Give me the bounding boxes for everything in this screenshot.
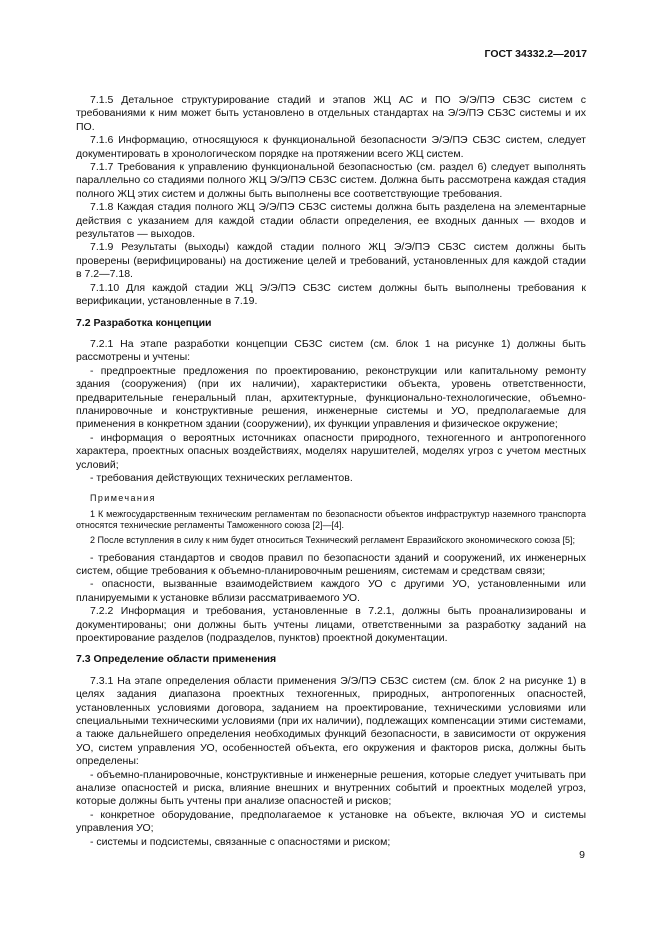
body-paragraph: 7.1.5 Детальное структурирование стадий и этапов ЖЦ АС и ПО Э/Э/ПЭ СБЗС систем с требованиями к ним может быть установлено в отдельных стандартах на Э/Э/ПЭ СБЗС системы и их ПО.: [76, 94, 586, 133]
body-paragraph: 7.1.9 Результаты (выходы) каждой стадии полного ЖЦ Э/Э/ПЭ СБЗС систем должны быть проверены (верифицированы) на достижение целей и требований, установленных для каждой стадии в 7.2—7.18.: [76, 241, 586, 281]
body-paragraph: - предпроектные предложения по проектированию, реконструкции или капитальному ремонту здания (сооружения) (при их наличии), характеристики объекта, уровень ответственности, предварительные генеральный план, архитектурные, функционально-технологические, объемно-планировочные и конструктивные решения, инженерные системы и УО, предполагаемые для применения в конкретном здании (сооружении), их функции управления и физическое окружение;: [76, 364, 586, 431]
body-paragraph: 7.3.1 На этапе определения области применения Э/Э/ПЭ СБЗС систем (см. блок 2 на рисунке 1) в целях задания диапазона проектных техногенных, природных, антропогенных опасностей, установленных условиями договора, заданием на проектирование, техническими условиями или специальными техническими условиями (при их наличии), подлежащих компенсации этими системами, а также дальнейшего определения необходимых функций безопасности, в зависимости от окружения УО, систем управления УО, особенностей объекта, его окружения и факторов риска, должны быть определены:: [76, 674, 586, 768]
section-heading: 7.3 Определение области применения: [76, 653, 277, 666]
body-paragraph: - требования действующих технических регламентов.: [90, 471, 353, 484]
body-paragraph: 7.1.6 Информацию, относящуюся к функциональной безопасности Э/Э/ПЭ СБЗС систем, следует документировать в хронологическом порядке на протяжении всего ЖЦ систем.: [76, 134, 586, 160]
body-paragraph: - информация о вероятных источниках опасности природного, техногенного и антропогенного характера, проектных опасных воздействиях, моделях нарушителей, моделях угроз с учетом местных условий;: [76, 431, 586, 471]
page-number: 9: [579, 849, 585, 861]
body-paragraph: - требования стандартов и сводов правил по безопасности зданий и сооружений, их инженерных систем, общие требования к объемно-планировочным решениям, системам и средствам связи;: [76, 551, 586, 577]
notes-title: Примечания: [90, 493, 156, 504]
body-paragraph: 7.2.2 Информация и требования, установленные в 7.2.1, должны быть проанализированы и документированы; они должны быть учтены лицами, ответственными за разработку заданий на проектирование разделов (подразделов, пунктов) проектной документации.: [76, 605, 586, 644]
body-paragraph: - системы и подсистемы, связанные с опасностями и риском;: [90, 835, 391, 848]
body-paragraph: - опасности, вызванные взаимодействием каждого УО с другими УО, установленными или планируемыми к установке вблизи рассматриваемого УО.: [76, 578, 586, 604]
body-paragraph: - объемно-планировочные, конструктивные и инженерные решения, которые следует учитывать при анализе опасностей и риска, влияние внешних и внутренних событий и проектных моделей угроз, которые должны быть учтены при анализе опасностей и рисков;: [76, 768, 586, 808]
section-heading: 7.2 Разработка концепции: [76, 316, 212, 329]
body-paragraph: - конкретное оборудование, предполагаемое к установке на объекте, включая УО и системы управления УО;: [76, 808, 586, 835]
document-body: [76, 94, 586, 849]
note-item: 2 После вступления в силу к ним будет относиться Технический регламент Евразийского экономического союза [5];: [90, 534, 575, 545]
body-paragraph: 7.1.8 Каждая стадия полного ЖЦ Э/Э/ПЭ СБЗС системы должна быть разделена на элементарные действия с указанием для каждой стадии области определения, ее входных данных — входов и результатов — выходов.: [76, 201, 586, 241]
note-item: 1 К межгосударственным техническим регламентам по безопасности объектов инфраструктур наземного транспорта относятся технические регламенты Таможенного союза [2]—[4].: [76, 508, 586, 531]
document-header: ГОСТ 34332.2—2017: [484, 48, 587, 60]
body-paragraph: 7.1.10 Для каждой стадии ЖЦ Э/Э/ПЭ СБЗС систем должны быть выполнены требования к верификации, установленные в 7.19.: [76, 281, 586, 308]
body-paragraph: 7.1.7 Требования к управлению функциональной безопасностью (см. раздел 6) следует выполнять параллельно со стадиями полного ЖЦ Э/Э/ПЭ СБЗС систем. Должна быть рассмотрена каждая стадия полного ЖЦ этих систем и должны быть выполнены все соответствующие требования.: [76, 161, 586, 200]
body-paragraph: 7.2.1 На этапе разработки концепции СБЗС систем (см. блок 1 на рисунке 1) должны быть рассмотрены и учтены:: [76, 337, 586, 364]
